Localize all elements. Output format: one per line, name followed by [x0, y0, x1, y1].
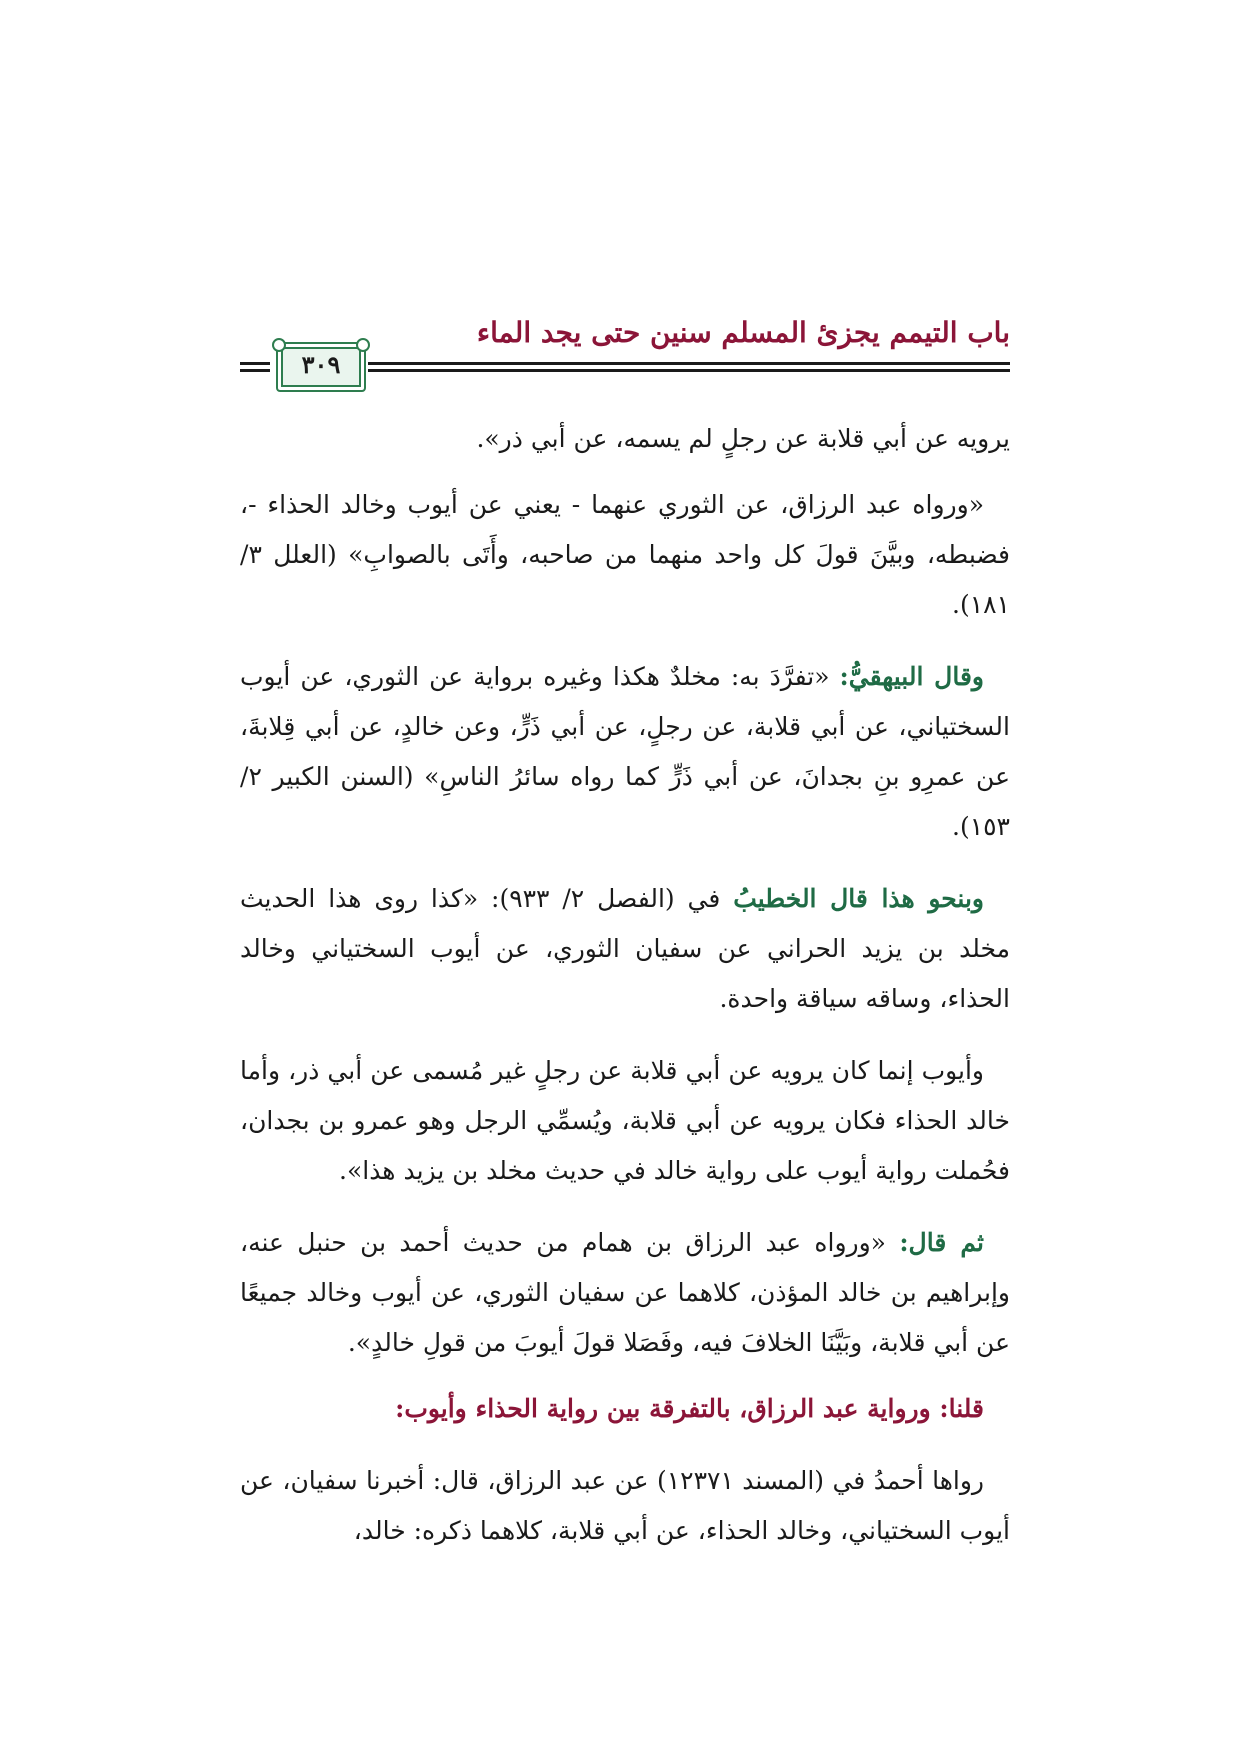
page-number: ٣٠٩ — [301, 350, 341, 379]
paragraph — [240, 414, 1010, 464]
header-rule — [240, 369, 270, 372]
paragraph — [240, 652, 1010, 852]
paragraph-lead: ثم قال: — [899, 1228, 984, 1257]
page-header — [240, 312, 1010, 392]
paragraph — [240, 1046, 1010, 1196]
paragraph — [240, 1218, 1010, 1368]
paragraph-text: في (الفصل ٢/ ٩٣٣): «كذا روى هذا الحديث مخلد بن يزيد الحراني عن سفيان الثوري، عن أيوب السختياني وخالد الحذاء، وساقه سياقة واحدة. — [240, 884, 1010, 1013]
paragraph-text: «ورواه عبد الرزاق، عن الثوري عنهما - يعني عن أيوب وخالد الحذاء -، فضبطه، وبيَّنَ قولَ كل واحد منهما من صاحبه، وأَتَى بالصوابِ» (العلل ٣/ ١٨١). — [240, 490, 1010, 619]
page-body — [240, 414, 1010, 1572]
header-rule — [368, 369, 1010, 372]
paragraph — [240, 874, 1010, 1024]
paragraph — [240, 480, 1010, 630]
section-subheading: قلنا: ورواية عبد الرزاق، بالتفرقة بين رواية الحذاء وأيوب: — [395, 1394, 984, 1423]
paragraph-lead: وقال البيهقيُّ: — [839, 662, 984, 691]
paragraph-text: رواها أحمدُ في (المسند ١٢٣٧١) عن عبد الرزاق، قال: أخبرنا سفيان، عن أيوب السختياني، وخالد الحذاء، عن أبي قلابة، كلاهما ذكره: خالد، — [240, 1466, 1010, 1545]
paragraph-text: يرويه عن أبي قلابة عن رجلٍ لم يسمه، عن أبي ذر». — [476, 424, 1010, 453]
paragraph-text: «تفرَّدَ به: مخلدٌ هكذا وغيره برواية عن الثوري، عن أيوب السختياني، عن أبي قلابة، عن رجلٍ، عن أبي ذَرٍّ، وعن خالدٍ، عن أبي قِلابةَ، عن عمرِو بنِ بجدانَ، عن أبي ذَرٍّ كما رواه سائرُ الناسِ» (السنن الكبير ٢/ ١٥٣). — [240, 662, 1010, 841]
header-rule — [240, 362, 270, 365]
chapter-title: باب التيمم يجزئ المسلم سنين حتى يجد الماء — [476, 316, 1010, 349]
paragraph-lead: وبنحو هذا قال الخطيبُ — [733, 884, 984, 913]
paragraph-text: «ورواه عبد الرزاق بن همام من حديث أحمد بن حنبل عنه، وإبراهيم بن خالد المؤذن، كلاهما عن سفيان الثوري، عن أيوب وخالد جميعًا عن أبي قلابة، وبَيَّنَا الخلافَ فيه، وفَصَلا قولَ أيوبَ من قولِ خالدٍ». — [240, 1228, 1010, 1357]
page-number-badge — [276, 342, 366, 392]
paragraph — [240, 1456, 1010, 1556]
header-rule — [368, 362, 1010, 365]
paragraph-text: وأيوب إنما كان يرويه عن أبي قلابة عن رجلٍ غير مُسمى عن أبي ذر، وأما خالد الحذاء فكان يرويه عن أبي قلابة، ويُسمِّي الرجل وهو عمرو بن بجدان، فحُملت رواية أيوب على رواية خالد في حديث مخلد بن يزيد هذا». — [240, 1056, 1010, 1185]
